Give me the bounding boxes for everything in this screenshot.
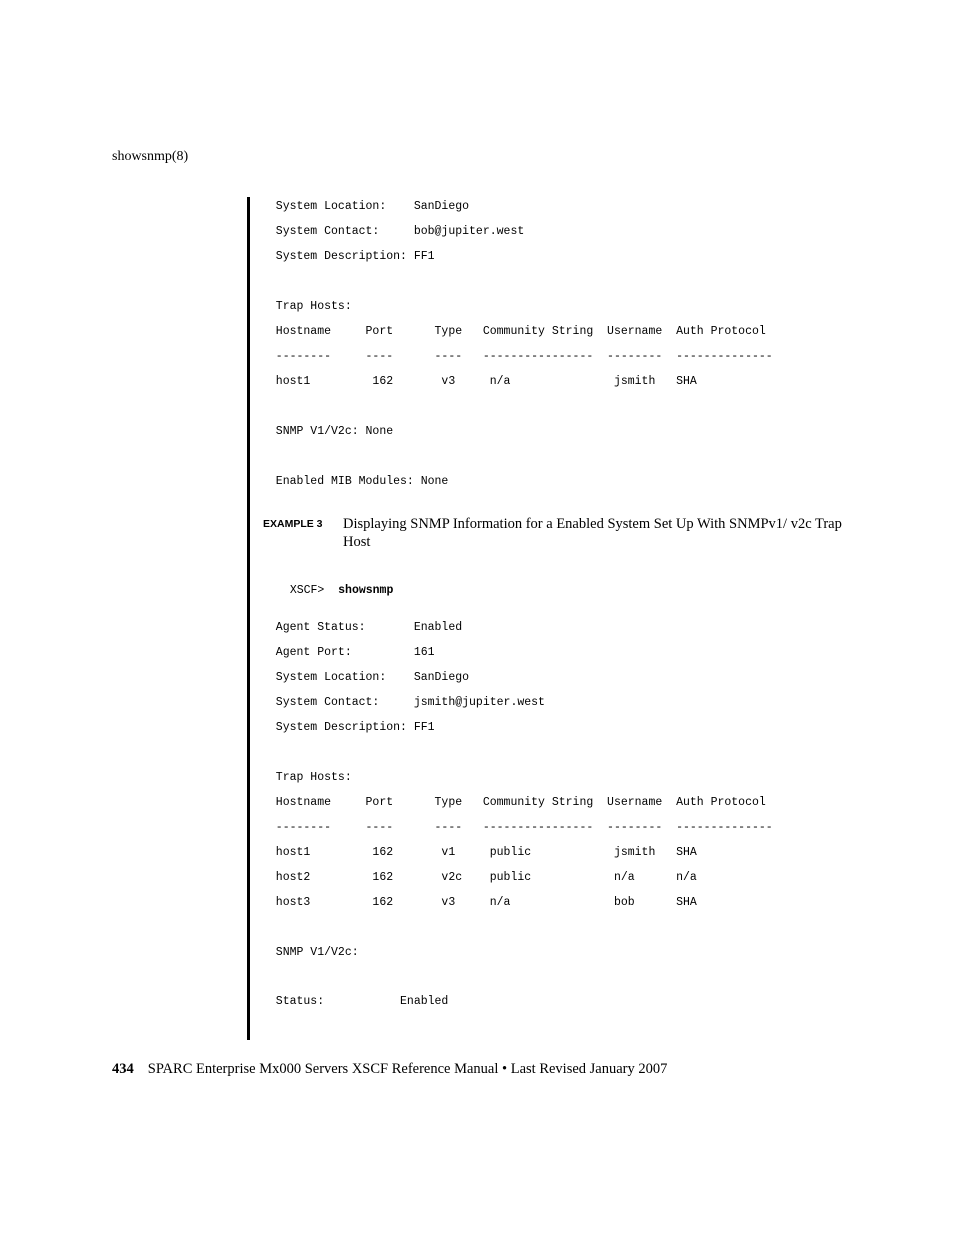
code-line-trap-hosts: Trap Hosts: [262,771,352,784]
footer-text: SPARC Enterprise Mx000 Servers XSCF Reference Manual • Last Revised January 2007 [147,1061,668,1077]
change-bar [247,197,250,1040]
code-line-trap-hosts: Trap Hosts: [262,300,352,313]
page-number: 434 [112,1061,134,1077]
code-line-system-description: System Description: FF1 [262,721,435,734]
code-table-rule: -------- ---- ---- ---------------- -------- -------------- [262,350,773,363]
page-footer [112,1061,667,1078]
code-line-snmp-v1v2c: SNMP V1/V2c: [262,946,359,959]
code-line-mib-modules: Enabled MIB Modules: None [262,475,449,488]
code-line-agent-port: Agent Port: 161 [262,646,435,659]
code-line-system-contact: System Contact: bob@jupiter.west [262,225,525,238]
code-line-status: Status: Enabled [262,995,449,1008]
code-table-row: host1 162 v3 n/a jsmith SHA [262,375,697,388]
code-table-row: host3 162 v3 n/a bob SHA [262,896,697,909]
command-name: showsnmp [338,584,394,597]
code-line-agent-status: Agent Status: Enabled [262,621,463,634]
code-table-row: host2 162 v2c public n/a n/a [262,871,697,884]
command-prompt: XSCF> [289,584,325,597]
code-table-rule: -------- ---- ---- ---------------- -------- -------------- [262,821,773,834]
code-table-row: host1 162 v1 public jsmith SHA [262,846,697,859]
page-header-title: showsnmp(8) [112,149,189,164]
code-table-header: Hostname Port Type Community String Username Auth Protocol [262,325,766,338]
code-line-system-contact: System Contact: jsmith@jupiter.west [262,696,545,709]
code-line-system-description: System Description: FF1 [262,250,435,263]
example-label: EXAMPLE 3 [263,518,323,530]
example-caption: Displaying SNMP Information for a Enabled System Set Up With SNMPv1/ v2c Trap Host [343,516,842,550]
code-line-snmp-v1v2c: SNMP V1/V2c: None [262,425,394,438]
code-table-header: Hostname Port Type Community String Username Auth Protocol [262,796,766,809]
code-line-system-location: System Location: SanDiego [262,671,470,684]
code-line-system-location: System Location: SanDiego [262,200,470,213]
command-line [276,571,393,597]
